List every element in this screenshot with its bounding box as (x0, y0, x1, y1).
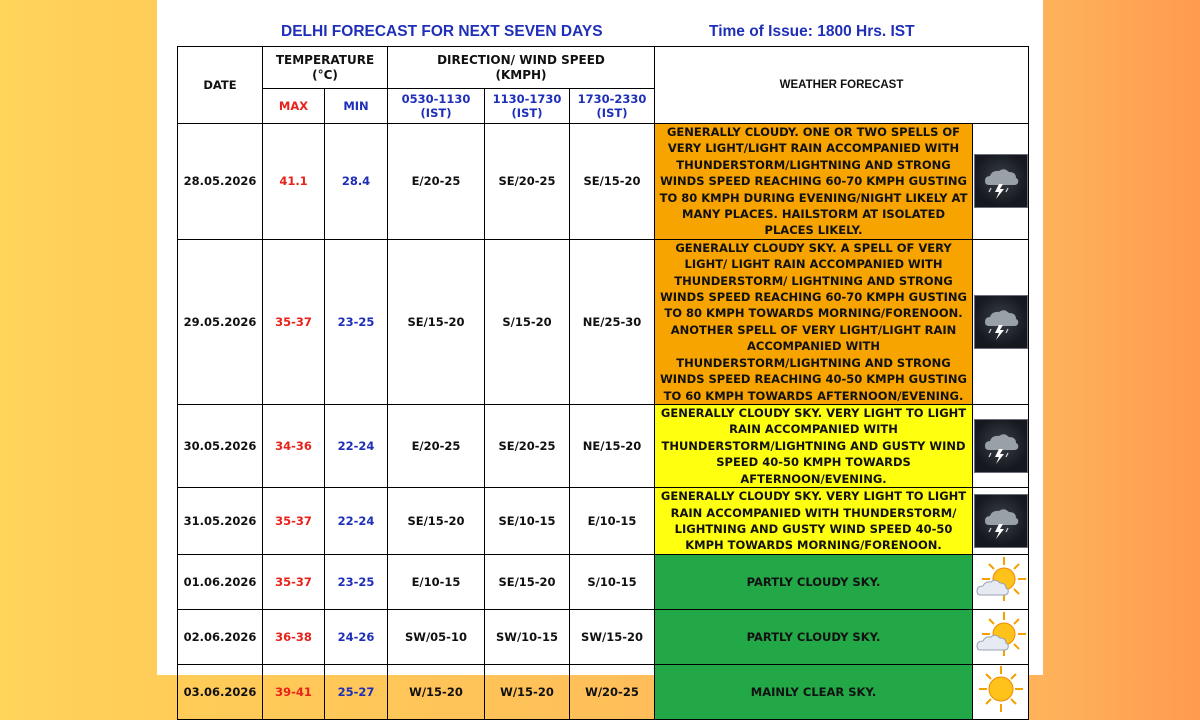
min-temp-cell: 28.4 (325, 124, 388, 240)
wind-slot2-cell: SE/20-25 (485, 404, 570, 487)
min-temp-cell: 23-25 (325, 239, 388, 404)
wind-slot3-cell: E/10-15 (570, 487, 655, 554)
slot3-label: 1730-2330 (577, 92, 647, 106)
forecast-text-cell: MAINLY CLEAR SKY. (655, 664, 973, 719)
wind-slot2-cell: SE/15-20 (485, 554, 570, 609)
slot1-header (388, 89, 485, 124)
wind-slot1-cell: E/20-25 (388, 124, 485, 240)
temperature-header (263, 47, 388, 89)
date-cell: 02.06.2026 (178, 609, 263, 664)
max-temp-cell: 35-37 (263, 487, 325, 554)
table-row (178, 124, 1029, 240)
forecast-text-cell: PARTLY CLOUDY SKY. (655, 554, 973, 609)
forecast-table (177, 46, 1029, 720)
forecast-heading (157, 20, 1043, 42)
weather-forecast-header: WEATHER FORECAST (655, 47, 1029, 124)
issue-time: Time of Issue: 1800 Hrs. IST (709, 23, 915, 40)
wind-slot3-cell: S/10-15 (570, 554, 655, 609)
min-temp-cell: 22-24 (325, 487, 388, 554)
max-header: MAX (263, 89, 325, 124)
table-row (178, 404, 1029, 487)
wind-header (388, 47, 655, 89)
date-header: DATE (178, 47, 263, 124)
thunderstorm-icon (974, 154, 1028, 208)
page-title: DELHI FORECAST FOR NEXT SEVEN DAYS (281, 23, 603, 40)
min-temp-cell: 25-27 (325, 664, 388, 719)
thunderstorm-icon (974, 419, 1028, 473)
wind-slot1-cell: E/20-25 (388, 404, 485, 487)
slot2-label: 1130-1730 (492, 92, 562, 106)
icon-cell (973, 554, 1029, 609)
icon-cell (973, 404, 1029, 487)
date-cell: 03.06.2026 (178, 664, 263, 719)
forecast-text-cell: PARTLY CLOUDY SKY. (655, 609, 973, 664)
forecast-text-cell: GENERALLY CLOUDY. ONE OR TWO SPELLS OF VERY LIGHT/LIGHT RAIN ACCOMPANIED WITH THUNDERSTORM/LIGHTNING AND STRONG WINDS SPEED REACHING 60-70 KMPH GUSTING TO 80 KMPH DURING EVENING/NIGHT LIKELY AT MANY PLACES. HAILSTORM AT ISOLATED PLACES LIKELY. (655, 124, 973, 240)
wind-slot3-cell: W/20-25 (570, 664, 655, 719)
date-cell: 01.06.2026 (178, 554, 263, 609)
thunderstorm-icon (974, 295, 1028, 349)
sun-icon (974, 665, 1028, 719)
wind-slot2-cell: S/15-20 (485, 239, 570, 404)
min-header: MIN (325, 89, 388, 124)
slot3-header (570, 89, 655, 124)
partly-cloudy-icon (974, 555, 1028, 609)
date-cell: 31.05.2026 (178, 487, 263, 554)
wind-slot3-cell: SE/15-20 (570, 124, 655, 240)
slot2-ist: (IST) (511, 106, 543, 120)
slot3-ist: (IST) (596, 106, 628, 120)
max-temp-cell: 39-41 (263, 664, 325, 719)
forecast-sheet (157, 0, 1043, 699)
thunderstorm-icon (974, 494, 1028, 548)
wind-slot2-cell: SE/20-25 (485, 124, 570, 240)
icon-cell (973, 609, 1029, 664)
max-temp-cell: 35-37 (263, 239, 325, 404)
forecast-text-cell: GENERALLY CLOUDY SKY. VERY LIGHT TO LIGHT RAIN ACCOMPANIED WITH THUNDERSTORM/LIGHTNING AND GUSTY WIND SPEED 40-50 KMPH TOWARDS AFTERNOON/EVENING. (655, 404, 973, 487)
icon-cell (973, 664, 1029, 719)
wind-slot2-cell: W/15-20 (485, 664, 570, 719)
wind-slot3-cell: SW/15-20 (570, 609, 655, 664)
max-temp-cell: 36-38 (263, 609, 325, 664)
forecast-text-cell: GENERALLY CLOUDY SKY. A SPELL OF VERY LIGHT/ LIGHT RAIN ACCOMPANIED WITH THUNDERSTORM/ LIGHTNING AND STRONG WINDS SPEED REACHING 60-70 KMPH GUSTING TO 80 KMPH TOWARDS MORNING/FORENOON. ANOTHER SPELL OF VERY LIGHT/LIGHT RAIN ACCOMPANIED WITH THUNDERSTORM/LIGHTNING AND STRONG WINDS SPEED REACHING 40-50 KMPH GUSTING TO 60 KMPH TOWARDS AFTERNOON/EVENING. (655, 239, 973, 404)
forecast-text-cell: GENERALLY CLOUDY SKY. VERY LIGHT TO LIGHT RAIN ACCOMPANIED WITH THUNDERSTORM/ LIGHTNING AND GUSTY WIND SPEED 40-50 KMPH TOWARDS MORNING/FORENOON. (655, 487, 973, 554)
icon-cell (973, 487, 1029, 554)
min-temp-cell: 24-26 (325, 609, 388, 664)
date-cell: 30.05.2026 (178, 404, 263, 487)
min-temp-cell: 22-24 (325, 404, 388, 487)
icon-cell (973, 239, 1029, 404)
icon-cell (973, 124, 1029, 240)
max-temp-cell: 35-37 (263, 554, 325, 609)
wind-label: DIRECTION/ WIND SPEED (437, 52, 605, 67)
table-row (178, 239, 1029, 404)
wind-unit: (KMPH) (495, 67, 547, 82)
wind-slot2-cell: SW/10-15 (485, 609, 570, 664)
temperature-label: TEMPERATURE (275, 52, 375, 67)
wind-slot1-cell: SE/15-20 (388, 239, 485, 404)
temperature-unit: (°C) (312, 67, 338, 82)
date-cell: 28.05.2026 (178, 124, 263, 240)
header-row-1 (178, 47, 1029, 89)
wind-slot2-cell: SE/10-15 (485, 487, 570, 554)
table-row (178, 609, 1029, 664)
slot1-label: 0530-1130 (401, 92, 471, 106)
min-temp-cell: 23-25 (325, 554, 388, 609)
date-cell: 29.05.2026 (178, 239, 263, 404)
wind-slot1-cell: SW/05-10 (388, 609, 485, 664)
max-temp-cell: 41.1 (263, 124, 325, 240)
slot1-ist: (IST) (420, 106, 452, 120)
wind-slot3-cell: NE/25-30 (570, 239, 655, 404)
wind-slot1-cell: SE/15-20 (388, 487, 485, 554)
table-row (178, 664, 1029, 719)
wind-slot1-cell: E/10-15 (388, 554, 485, 609)
slot2-header (485, 89, 570, 124)
table-row (178, 487, 1029, 554)
wind-slot3-cell: NE/15-20 (570, 404, 655, 487)
partly-cloudy-icon (974, 610, 1028, 664)
wind-slot1-cell: W/15-20 (388, 664, 485, 719)
table-row (178, 554, 1029, 609)
max-temp-cell: 34-36 (263, 404, 325, 487)
